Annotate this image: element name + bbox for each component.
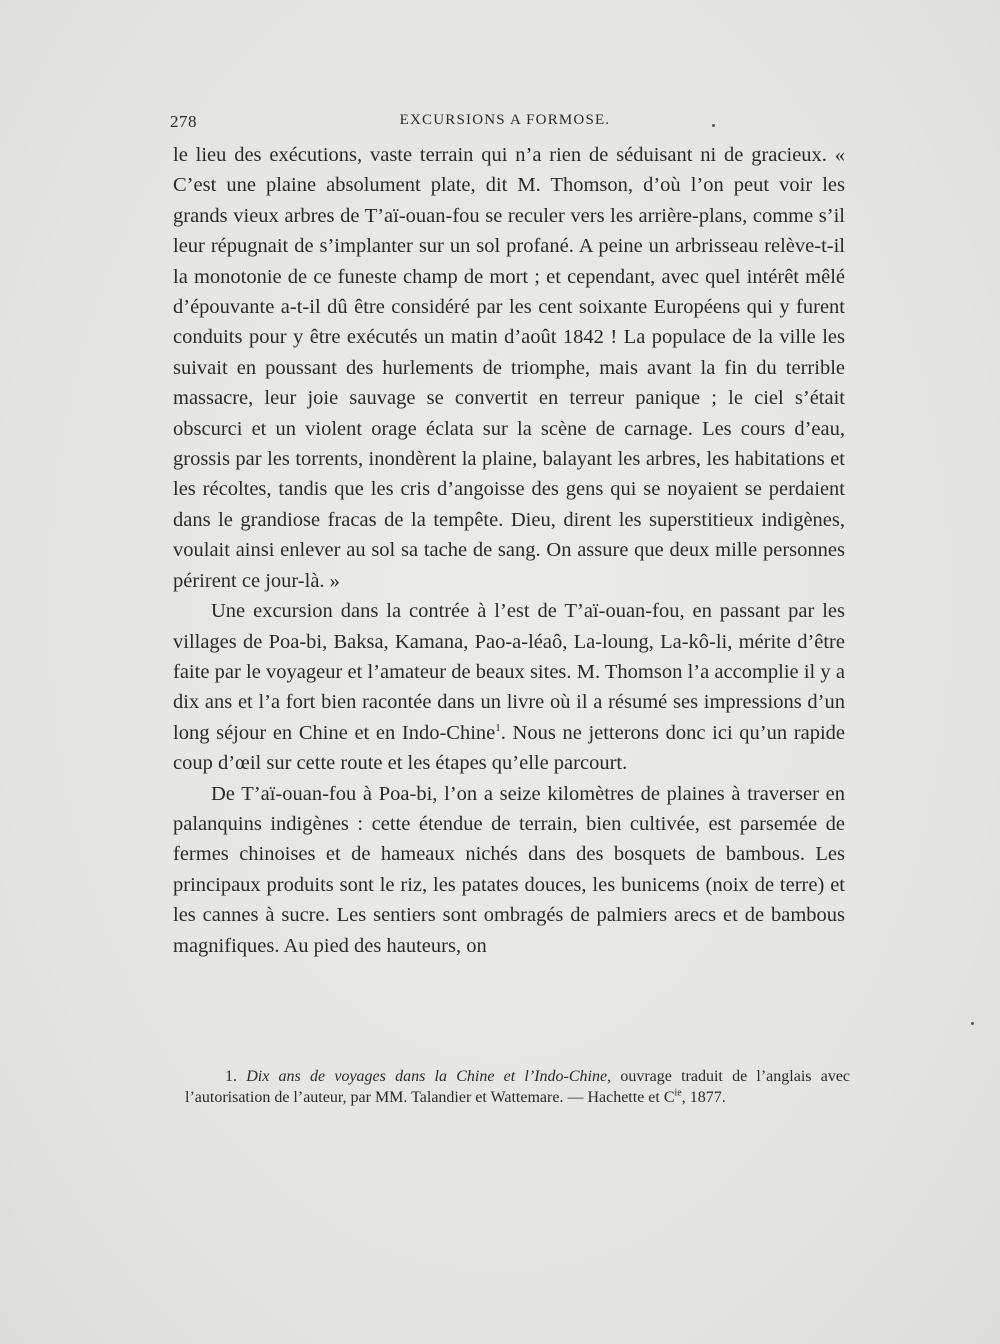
paragraph-3: De T’aï-ouan-fou à Poa-bi, l’on a seize kilomètres de plaines à traverser en palanquins indigènes : cette étendue de terrain, bien cultivée, est parsemée de fermes chinoises et de hameaux nichés dans des bosquets de bambous. Les principaux produits sont le riz, les patates douces, les bunicems (noix de terre) et les cannes à sucre. Les sentiers sont ombragés de palmiers arecs et de bambous magnifiques. Au pied des hauteurs, on <box>173 782 845 957</box>
footnote-reference: 1 <box>495 721 501 734</box>
print-speck <box>971 1022 974 1025</box>
page-header <box>170 112 840 138</box>
paragraph-2-end: . Nous ne jetterons donc ici qu’un rapide coup d’œil sur cette route et les étapes qu’elle parcourt. <box>173 721 845 775</box>
page-number: 278 <box>170 112 197 131</box>
footnote-number: 1. <box>225 1068 237 1085</box>
running-title: EXCURSIONS A FORMOSE. <box>399 112 611 128</box>
paragraph-2-text: Une excursion dans la contrée à l’est de T’aï-ouan-fou, en passant par les villages de Poa-bi, Baksa, Kamana, Pao-a-léaô, La-loung, La-kô-li, mérite d’être faite par le voyageur et l’amateur de beaux sites. M. Thomson l’a accomplie il y a dix ans et l’a fort bien racontée dans un livre où il a résumé ses impressions d’un long séjour en Chine et en Indo-Chine <box>173 600 845 744</box>
paragraph-2 <box>173 596 845 778</box>
footnote-text: ouvrage traduit de l’anglais avec l’autorisation de l’auteur, par MM. Talandier et Wattemare. — Hachette et C <box>185 1068 851 1106</box>
print-speck <box>712 124 715 127</box>
body-text <box>173 140 845 961</box>
footnote <box>185 1066 850 1108</box>
paragraph-1: le lieu des exécutions, vaste terrain qui n’a rien de séduisant ni de gracieux. « C’est une plaine absolument plate, dit M. Thomson, d’où l’on peut voir les grands vieux arbres de T’aï-ouan-fou se reculer vers les arrière-plans, comme s’il leur répugnait de s’implanter sur un sol profané. A peine un arbrisseau relève-t-il la monotonie de ce funeste champ de mort ; et cependant, avec quel intérêt mêlé d’épouvante a-t-il dû être considéré par les cent soixante Européens qui y furent conduits pour y être exécutés un matin d’août 1842 ! La populace de la ville les suivait en poussant des hurlements de triomphe, mais avant la fin du terrible massacre, leur joie sauvage se convertit en terreur panique ; le ciel s’était obscurci et un violent orage éclata sur la scène de carnage. Les cours d’eau, grossis par les torrents, inondèrent la plaine, balayant les arbres, les habitations et les récoltes, tandis que les cris d’angoisse des gens qui se noyaient se perdaient dans le grandiose fracas de la tempête. Dieu, dirent les superstitieux indigènes, voulait ainsi enlever au sol sa tache de sang. On assure que deux mille personnes périrent ce jour-là. » <box>173 144 845 592</box>
footnote-end: , 1877. <box>681 1089 726 1106</box>
footnote-superscript: ie <box>674 1087 682 1099</box>
footnote-book-title: Dix ans de voyages dans la Chine et l’Indo-Chine, <box>246 1068 612 1085</box>
